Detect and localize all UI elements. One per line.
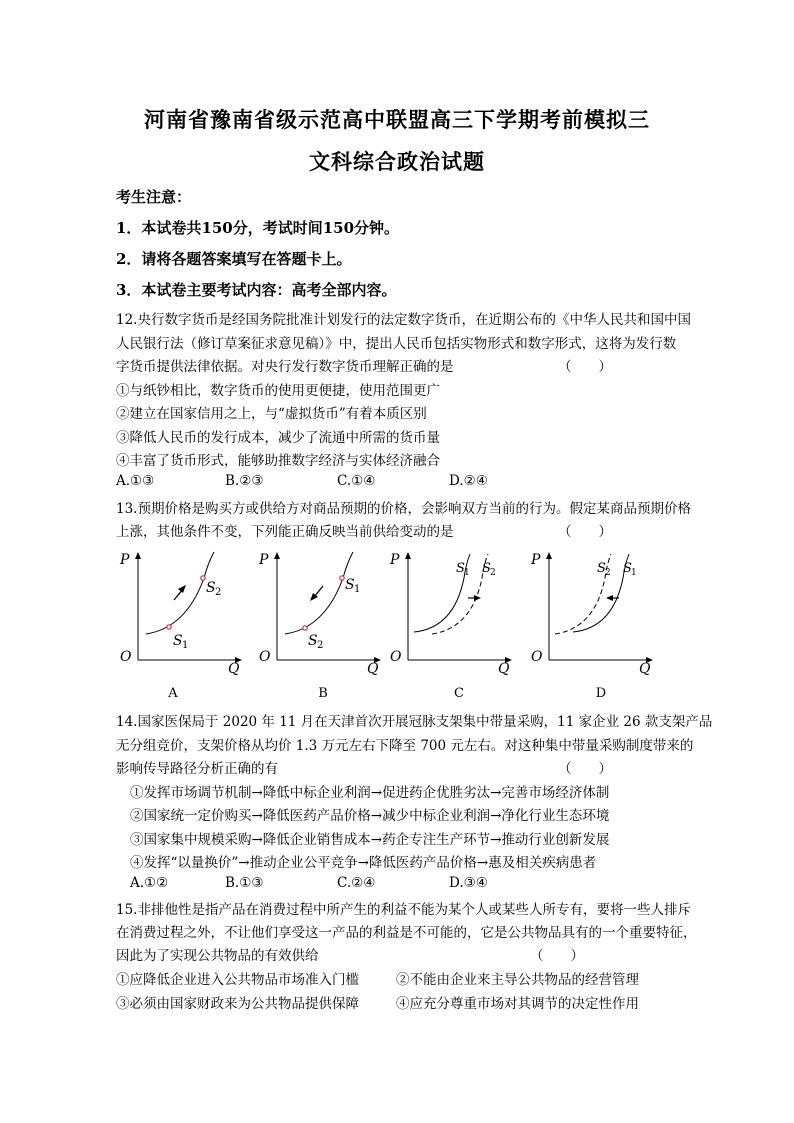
graph-d-p-label: P xyxy=(531,552,541,568)
q12-option-4: ④丰富了货币形式，能够助推数字经济与实体经济融合 xyxy=(116,453,440,469)
graph-b-p-label: P xyxy=(259,552,269,568)
graph-d-q-label: Q xyxy=(639,661,651,676)
graph-a-top-label: S xyxy=(206,580,216,596)
graph-b-caption: B xyxy=(318,686,328,701)
q14-choice-a: A.①② xyxy=(130,875,169,891)
graph-d xyxy=(527,548,657,676)
q14-option-2: ②国家统一定价购买→降低医药产品价格→减少中标企业利润→净化行业生态环境 xyxy=(130,808,610,824)
q15-option-3: ③必须由国家财政来为公共物品提供保障 xyxy=(116,996,359,1012)
graph-b-bottom-label: S xyxy=(308,633,318,649)
q15-option-1: ①应降低企业进入公共物品市场准入门槛 xyxy=(116,972,359,988)
q14-choice-b: B.①③ xyxy=(225,875,264,891)
graph-a-p-label: P xyxy=(120,552,130,568)
q13-stem-1: 13.预期价格是购买方或供给方对商品预期的价格，会影响双方当前的行为。假定某商品预期价格 xyxy=(116,501,691,517)
exam-subtitle: 文科综合政治试题 xyxy=(309,149,485,174)
graph-a-bottom-sub: 1 xyxy=(182,640,189,651)
q12-option-2: ②建立在国家信用之上，与“虚拟货币”有着本质区别 xyxy=(116,406,427,422)
q14-stem-1: 14.国家医保局于 2020 年 11 月在天津首次开展冠脉支架集中带量采购，11 家企业 26 款支架产品 xyxy=(116,714,713,730)
graph-a-bottom-label: S xyxy=(173,633,183,649)
q15-stem-2: 在消费过程之外，不让他们享受这一产品的利益是不可能的，它是公共物品具有的一个重要特征， xyxy=(116,925,697,941)
q14-option-3: ③国家集中规模采购→降低企业销售成本→药企专注生产环节→推动行业创新发展 xyxy=(130,832,610,848)
notes-heading: 考生注意： xyxy=(116,188,192,206)
graph-b-origin: O xyxy=(259,649,271,665)
graph-a-caption: A xyxy=(168,686,178,701)
graph-b-bottom-sub: 2 xyxy=(317,640,324,651)
q12-option-3: ③降低人民币的发行成本，减少了流通中所需的货币量 xyxy=(116,430,440,446)
note-item-2: 2．请将各题答案填写在答题卡上。 xyxy=(116,250,352,268)
graph-d-curve2-label: S xyxy=(623,561,632,576)
graph-d-origin: O xyxy=(531,649,543,665)
graph-c-caption: C xyxy=(454,686,464,701)
graph-d-caption: D xyxy=(595,686,607,701)
q15-stem-1: 15.非排他性是指产品在消费过程中所产生的利益不能为某个人或某些人所专有，要将一些人排斥 xyxy=(116,902,691,918)
graph-a-origin: O xyxy=(120,649,132,665)
graph-b-top-label: S xyxy=(345,577,355,593)
graph-c-curve1-sub: 1 xyxy=(464,568,470,578)
q13-answer-paren: （ ） xyxy=(558,524,612,540)
q12-choice-d: D.②④ xyxy=(449,473,488,489)
graph-a-q-label: Q xyxy=(228,661,240,676)
q14-option-4: ④发挥“以量换价”→推动企业公平竞争→降低医药产品价格→惠及相关疾病患者 xyxy=(130,855,597,871)
graph-c-curve2-sub: 2 xyxy=(490,568,496,578)
q12-stem-1: 12.央行数字货币是经国务院批准计划发行的法定数字货币，在近期公布的《中华人民共和国中国 xyxy=(116,312,691,328)
note-item-3: 3．本试卷主要考试内容：高考全部内容。 xyxy=(116,281,397,299)
q14-stem-3: 影响传导路径分析正确的有 xyxy=(116,761,278,777)
exam-title: 河南省豫南省级示范高中联盟高三下学期考前模拟三 xyxy=(144,107,650,132)
q12-option-1: ①与纸钞相比，数字货币的使用更便捷，使用范围更广 xyxy=(116,383,440,399)
graph-c-q-label: Q xyxy=(498,661,510,676)
graph-c-origin: O xyxy=(390,649,402,665)
note-item-1: 1．本试卷共150分，考试时间150分钟。 xyxy=(116,219,400,237)
q14-choice-c: C.②④ xyxy=(337,875,376,891)
graph-a xyxy=(116,548,246,676)
graph-d-curve1-sub: 2 xyxy=(605,568,611,578)
graph-c xyxy=(386,548,516,676)
q15-stem-3: 因此为了实现公共物品的有效供给 xyxy=(116,948,319,964)
graph-c-curve2-label: S xyxy=(482,561,491,576)
q12-choice-b: B.②③ xyxy=(225,473,264,489)
graph-b-q-label: Q xyxy=(367,661,379,676)
q12-choice-a: A.①③ xyxy=(116,473,155,489)
q13-stem-2: 上涨，其他条件不变，下列能正确反映当前供给变动的是 xyxy=(116,524,454,540)
graph-d-curve2-sub: 1 xyxy=(631,568,637,578)
graph-a-top-sub: 2 xyxy=(215,587,222,598)
q15-answer-paren: （ ） xyxy=(530,948,584,964)
q14-stem-2: 无分组竞价，支架价格从均价 1.3 万元左右下降至 700 元左右。对这种集中带量采购制度带来的 xyxy=(116,738,694,754)
graph-d-curve1-label: S xyxy=(597,561,606,576)
q15-option-4: ④应充分尊重市场对其调节的决定性作用 xyxy=(396,996,639,1012)
q12-stem-3: 字货币提供法律依据。对央行发行数字货币理解正确的是 xyxy=(116,359,454,375)
graph-b xyxy=(255,548,385,676)
q12-answer-paren: （ ） xyxy=(558,359,612,375)
graph-c-p-label: P xyxy=(390,552,400,568)
q14-answer-paren: （ ） xyxy=(558,761,612,777)
graph-c-curve1-label: S xyxy=(456,561,465,576)
q15-option-2: ②不能由企业来主导公共物品的经营管理 xyxy=(396,972,639,988)
q12-stem-2: 人民银行法（修订草案征求意见稿）》中，提出人民币包括实物形式和数字形式，这将为发行数 xyxy=(116,336,677,352)
q14-option-1: ①发挥市场调节机制→降低中标企业利润→促进药企优胜劣汰→完善市场经济体制 xyxy=(130,785,610,801)
graph-b-top-sub: 1 xyxy=(354,584,361,595)
q14-choice-d: D.③④ xyxy=(449,875,488,891)
q12-choice-c: C.①④ xyxy=(337,473,376,489)
